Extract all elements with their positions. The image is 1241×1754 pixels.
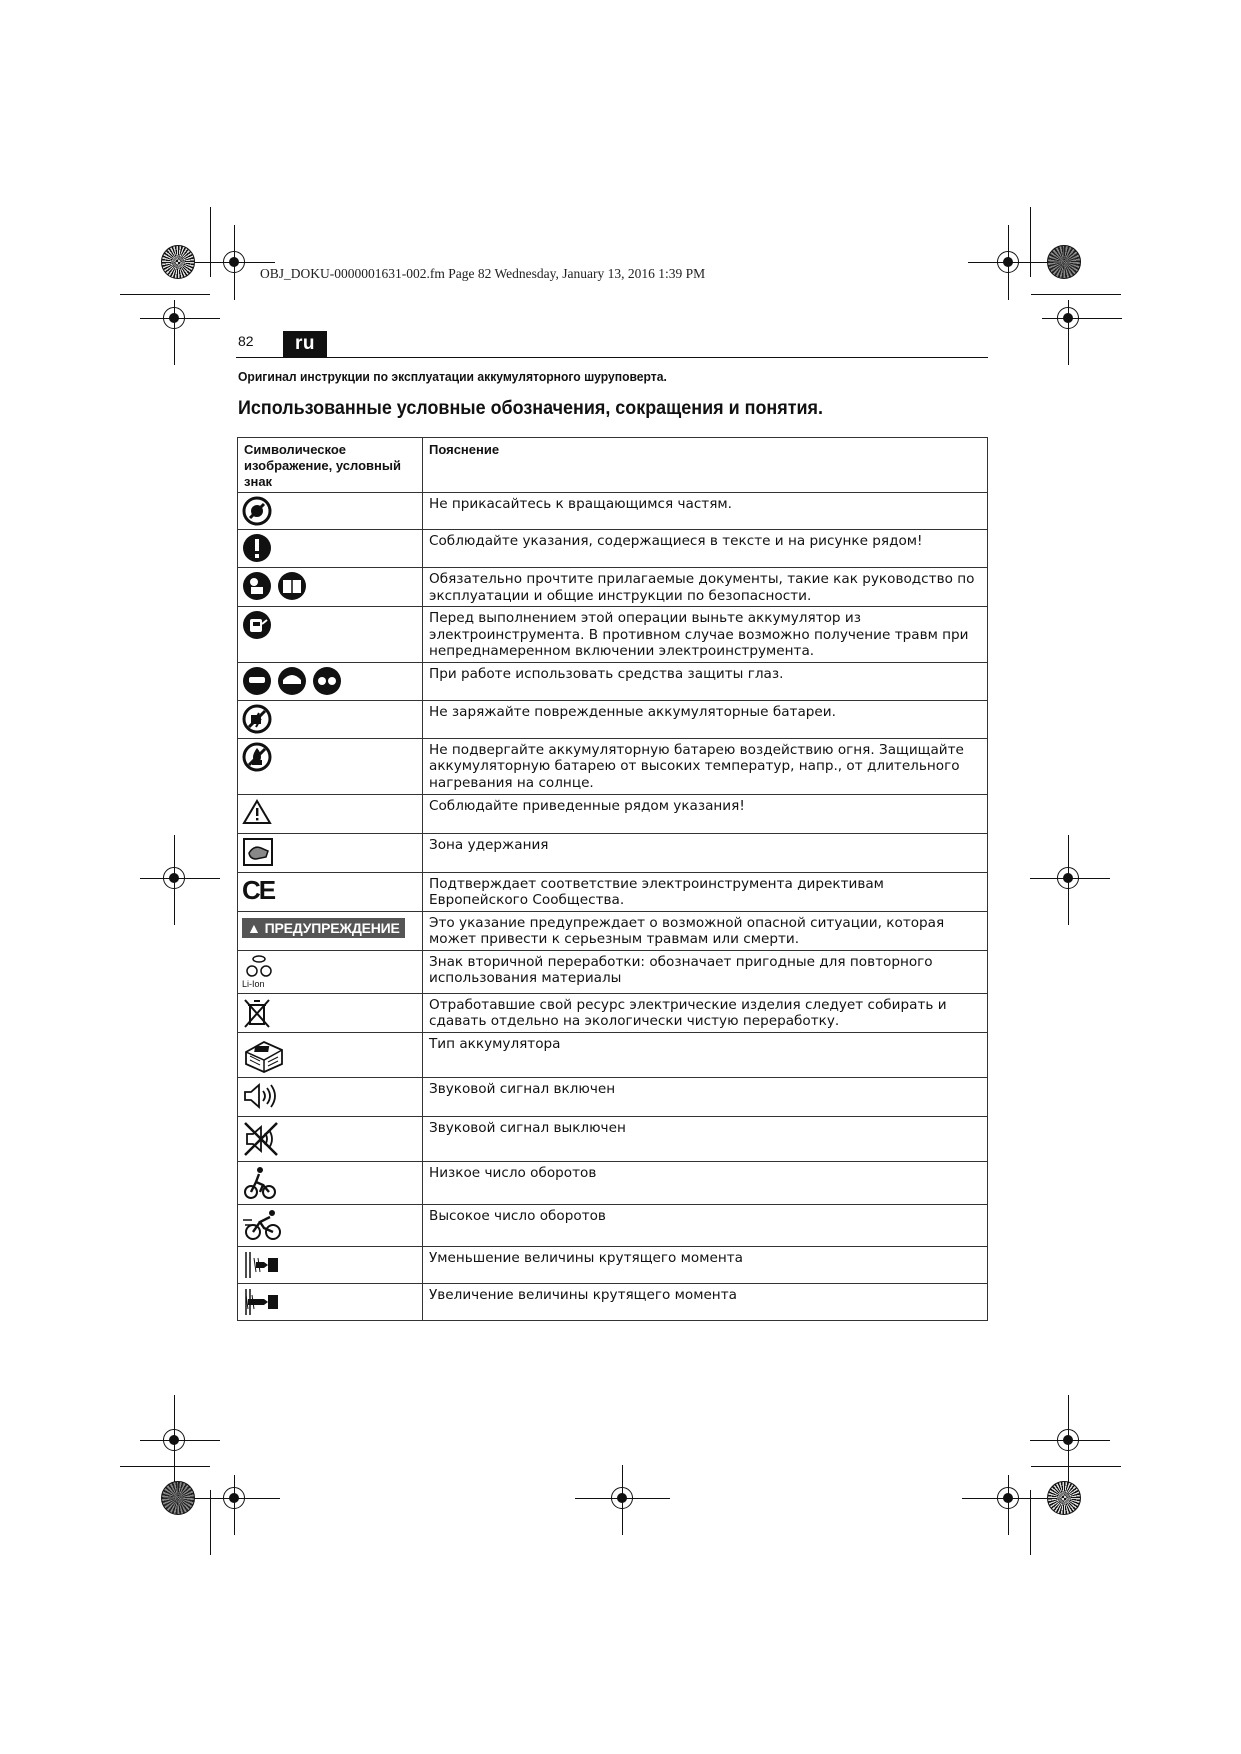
grip-zone-icon xyxy=(242,837,274,867)
col-symbol-header: Символическое изображение, условный знак xyxy=(238,438,423,493)
section-title: Использованные условные обозначения, сокращения и понятия. xyxy=(238,397,823,419)
sound-on-icon xyxy=(242,1081,280,1111)
sound-off-icon xyxy=(242,1120,280,1158)
table-row xyxy=(238,530,988,568)
table-row xyxy=(238,1246,988,1283)
row-text: Тип аккумулятора xyxy=(423,1032,988,1077)
symbols-table xyxy=(237,437,988,1321)
table-row xyxy=(238,1204,988,1246)
row-text: Звуковой сигнал выключен xyxy=(423,1116,988,1161)
warning-badge xyxy=(242,918,405,939)
row-text: Не прикасайтесь к вращающимся частям. xyxy=(423,493,988,530)
eye-protection-icon xyxy=(242,666,344,696)
header-rule xyxy=(236,357,988,358)
no-rotating-parts-icon xyxy=(242,496,272,526)
page-number: 82 xyxy=(238,333,254,349)
table-row xyxy=(238,833,988,872)
table-row xyxy=(238,993,988,1032)
row-text: Звуковой сигнал включен xyxy=(423,1077,988,1116)
no-fire-battery-icon xyxy=(242,742,272,772)
warning-triangle-small-icon: ▲ xyxy=(247,919,261,936)
row-text: Обязательно прочтите прилагаемые документы, такие как руководство по эксплуатации и общие инструкции по безопасности. xyxy=(423,568,988,607)
table-row xyxy=(238,700,988,738)
table-row xyxy=(238,1283,988,1320)
row-text: Перед выполнением этой операции выньте аккумулятор из электроинструмента. В противном случае возможно получение травм при непреднамеренном включении электроинструмента. xyxy=(423,607,988,663)
row-text: Уменьшение величины крутящего момента xyxy=(423,1246,988,1283)
ce-mark-icon: CE xyxy=(242,874,275,905)
table-row xyxy=(238,1077,988,1116)
remove-battery-icon xyxy=(242,610,272,640)
file-info-header: OBJ_DOKU-0000001631-002.fm Page 82 Wednesday, January 13, 2016 1:39 PM xyxy=(260,266,706,281)
battery-type-icon xyxy=(242,1036,286,1074)
language-badge: ru xyxy=(283,331,327,357)
row-text: Это указание предупреждает о возможной опасной ситуации, которая может привести к серьезным травмам или смерти. xyxy=(423,911,988,950)
table-row xyxy=(238,493,988,530)
row-text: Увеличение величины крутящего момента xyxy=(423,1283,988,1320)
table-row xyxy=(238,662,988,700)
table-row xyxy=(238,911,988,950)
recycling-li-ion-icon xyxy=(242,954,276,990)
row-text: Зона удержания xyxy=(423,833,988,872)
torque-increase-icon xyxy=(242,1287,282,1317)
high-speed-icon xyxy=(242,1208,284,1242)
table-row xyxy=(238,568,988,607)
row-text: Не заряжайте поврежденные аккумуляторные батареи. xyxy=(423,700,988,738)
table-row xyxy=(238,872,988,911)
warning-badge-label: ПРЕДУПРЕЖДЕНИЕ xyxy=(264,919,400,936)
li-ion-label: Li-Ion xyxy=(242,978,265,989)
row-text: Подтверждает соответствие электроинструмента директивам Европейского Сообщества. xyxy=(423,872,988,911)
table-row xyxy=(238,1116,988,1161)
low-speed-icon xyxy=(242,1165,278,1201)
no-charge-damaged-battery-icon xyxy=(242,704,272,734)
table-row xyxy=(238,607,988,663)
weee-bin-icon xyxy=(242,997,272,1029)
table-row xyxy=(238,950,988,993)
row-text: Соблюдайте приведенные рядом указания! xyxy=(423,794,988,833)
row-text: Высокое число оборотов xyxy=(423,1204,988,1246)
torque-decrease-icon xyxy=(242,1250,282,1280)
row-text: При работе использовать средства защиты глаз. xyxy=(423,662,988,700)
table-row xyxy=(238,738,988,794)
table-row xyxy=(238,1161,988,1204)
table-row xyxy=(238,1032,988,1077)
document-subtitle: Оригинал инструкции по эксплуатации аккумуляторного шуруповерта. xyxy=(238,369,667,384)
table-row xyxy=(238,794,988,833)
row-text: Низкое число оборотов xyxy=(423,1161,988,1204)
row-text: Соблюдайте указания, содержащиеся в тексте и на рисунке рядом! xyxy=(423,530,988,568)
row-text: Не подвергайте аккумуляторную батарею воздействию огня. Защищайте аккумуляторную батарею от высоких температур, напр., от длительного нагревания на солнце. xyxy=(423,738,988,794)
row-text: Отработавшие свой ресурс электрические изделия следует собирать и сдавать отдельно на экологически чистую переработку. xyxy=(423,993,988,1032)
warning-triangle-icon xyxy=(242,798,272,826)
read-manual-icon xyxy=(242,571,308,601)
exclamation-icon xyxy=(242,533,272,563)
table-header-row xyxy=(238,438,988,493)
col-explanation-header: Пояснение xyxy=(423,438,988,493)
row-text: Знак вторичной переработки: обозначает пригодные для повторного использования материалы xyxy=(423,950,988,993)
